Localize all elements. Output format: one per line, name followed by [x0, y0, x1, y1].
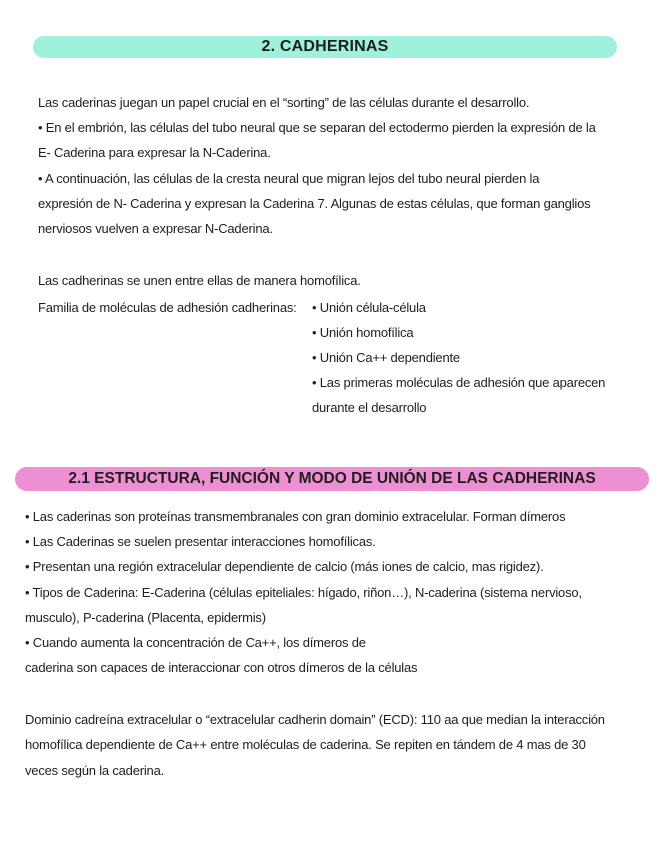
- paragraph-line: • Las caderinas son proteínas transmembranales con gran dominio extracelular. Forman dímeros: [25, 509, 566, 524]
- family-label: Familia de moléculas de adhesión cadherinas:: [38, 300, 297, 315]
- paragraph-line: Dominio cadreína extracelular o “extracelular cadherin domain” (ECD): 110 aa que median la interacción: [25, 712, 605, 727]
- section-title-estructura: [15, 467, 649, 491]
- homofilia-line: Las cadherinas se unen entre ellas de manera homofílica.: [38, 273, 361, 288]
- paragraph-line: veces según la caderina.: [25, 763, 165, 778]
- section-title-cadherinas: [33, 36, 617, 58]
- list-item: • Las primeras moléculas de adhesión que aparecen: [312, 375, 606, 390]
- paragraph-line: • A continuación, las células de la cresta neural que migran lejos del tubo neural pierden la: [38, 171, 540, 186]
- paragraph-line: expresión de N- Caderina y expresan la Caderina 7. Algunas de estas células, que forman ganglios: [38, 196, 591, 211]
- paragraph-line: E- Caderina para expresar la N-Caderina.: [38, 145, 271, 160]
- family-list: [312, 295, 605, 420]
- paragraph-line: • Las Caderinas se suelen presentar interacciones homofílicas.: [25, 534, 376, 549]
- paragraph-line: • Cuando aumenta la concentración de Ca++, los dímeros de: [25, 635, 366, 650]
- paragraph-line: • En el embrión, las células del tubo neural que se separan del ectodermo pierden la expresión de la: [38, 120, 596, 135]
- list-item: • Unión homofílica: [312, 325, 414, 340]
- section-title-text: 2. CADHERINAS: [261, 38, 389, 55]
- list-item: • Unión célula-célula: [312, 300, 426, 315]
- paragraph-line: Las caderinas juegan un papel crucial en el “sorting” de las células durante el desarrollo.: [38, 95, 530, 110]
- paragraph-line: caderina son capaces de interaccionar con otros dímeros de la células: [25, 660, 418, 675]
- paragraph-line: musculo), P-caderina (Placenta, epidermis): [25, 610, 266, 625]
- paragraph-line: • Tipos de Caderina: E-Caderina (células epiteliales: hígado, riñon…), N-caderina (sistema nervioso,: [25, 585, 582, 600]
- list-item: durante el desarrollo: [312, 400, 427, 415]
- paragraph-line: homofílica dependiente de Ca++ entre moléculas de caderina. Se repiten en tándem de 4 mas de 30: [25, 737, 586, 752]
- paragraph-line: • Presentan una región extracelular dependiente de calcio (más iones de calcio, mas rigidez).: [25, 559, 544, 574]
- list-item: • Unión Ca++ dependiente: [312, 350, 460, 365]
- section-title-text: 2.1 ESTRUCTURA, FUNCIÓN Y MODO DE UNIÓN DE LAS CADHERINAS: [68, 470, 596, 487]
- paragraph-line: nerviosos vuelven a expresar N-Caderina.: [38, 221, 273, 236]
